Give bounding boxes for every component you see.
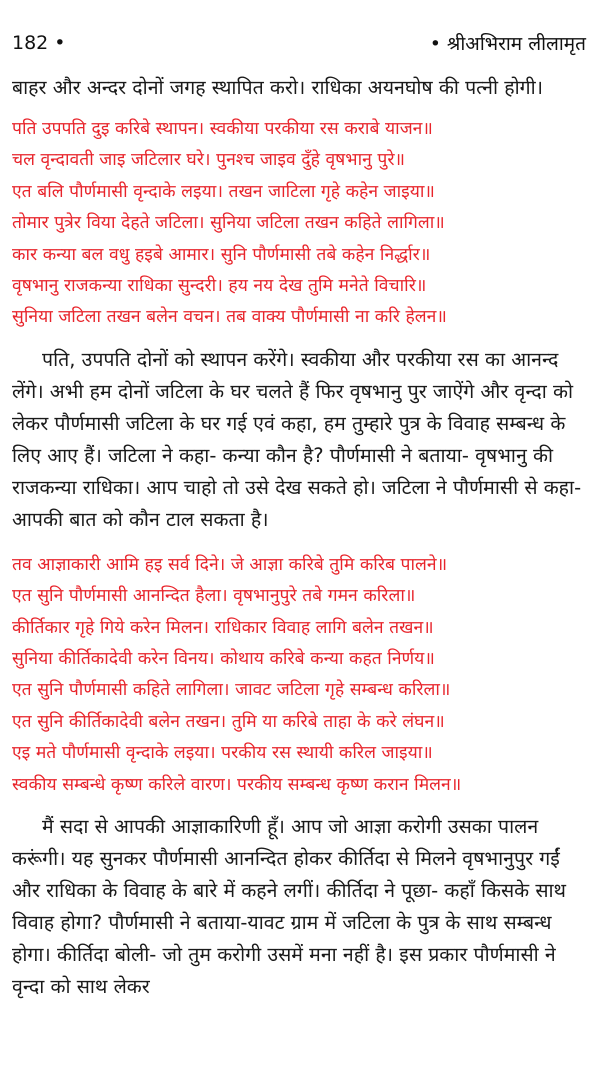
verse-line: वृषभानु राजकन्या राधिका सुन्दरी। हय नय देख तुमि मनेते विचारि॥ [12, 276, 427, 297]
page-number: 182 • [12, 32, 66, 54]
verse-line: सुनिया कीर्तिकादेवी करेन विनय। कोथाय करिबे कन्या कहत निर्णय॥ [12, 649, 435, 670]
verse-line: स्वकीय सम्बन्धे कृष्ण करिले वारण। परकीय सम्बन्ध कृष्ण करान मिलन॥ [12, 774, 462, 795]
verse-block-1 [12, 114, 586, 334]
verse-line: चल वृन्दावती जाइ जटिलार घरे। पुनश्च जाइव दुँहे वृषभानु पुरे॥ [12, 150, 405, 171]
verse-line: एत सुनि कीर्तिकादेवी बलेन तखन। तुमि या करिबे ताहा के करे लंघन॥ [12, 711, 445, 732]
verse-line: एइ मते पौर्णमासी वृन्दाके लइया। परकीय रस स्थायी करिल जाइया॥ [12, 743, 433, 764]
verse-line: तोमार पुत्रेर विया देहते जटिला। सुनिया जटिला तखन कहिते लागिला॥ [12, 213, 445, 234]
paragraph-3: मैं सदा से आपकी आज्ञाकारिणी हूँ। आप जो आज्ञा करोगी उसका पालन करूंगी। यह सुनकर पौर्णमासी आनन्दित होकर कीर्तिदा से मिलने वृषभानुपुर गईं और राधिका के विवाह के बारे में कहने लगीं। कीर्तिदा ने पूछा- कहाँ किसके साथ विवाह होगा? पौर्णमासी ने बताया-यावट ग्राम में जटिला के पुत्र के साथ सम्बन्ध होगा। कीर्तिदा बोली- जो तुम करोगी उसमें मना नहीं है। इस प्रकार पौर्णमासी ने वृन्दा को साथ लेकर [12, 815, 567, 999]
running-title: • श्रीअभिराम लीलामृत [429, 33, 586, 55]
verse-line: कीर्तिकार गृहे गिये करेन मिलन। राधिकार विवाह लागि बलेन तखन॥ [12, 617, 434, 638]
verse-line: कार कन्या बल वधु हइबे आमार। सुनि पौर्णमासी तबे कहेन निर्द्धार॥ [12, 244, 431, 265]
verse-block-2 [12, 550, 586, 801]
page-header [12, 0, 586, 72]
verse-line: एत सुनि पौर्णमासी आनन्दित हैला। वृषभानुपुरे तबे गमन करिला॥ [12, 586, 416, 607]
verse-line: तव आज्ञाकारी आमि हइ सर्व दिने। जे आज्ञा करिबे तुमि करिब पालने॥ [12, 554, 448, 575]
verse-line: सुनिया जटिला तखन बलेन वचन। तब वाक्य पौर्णमासी ना करि हेलन॥ [12, 307, 447, 328]
paragraph-2: पति, उपपति दोनों को स्थापन करेंगे। स्वकीया और परकीया रस का आनन्द लेंगे। अभी हम दोनों जटिला के घर चलते हैं फिर वृषभानु पुर जाऐंगे और वृन्दा को लेकर पौर्णमासी जटिला के घर गई एवं कहा, हम तुम्हारे पुत्र के विवाह सम्बन्ध के लिए आए हैं। जटिला ने कहा- कन्या कौन है? पौर्णमासी ने बताया- वृषभानु की राजकन्या राधिका। आप चाहो तो उसे देख सकते हो। जटिला ने पौर्णमासी से कहा- आपकी बात को कौन टाल सकता है। [12, 347, 582, 531]
verse-line: एत बलि पौर्णमासी वृन्दाके लइया। तखन जाटिला गृहे कहेन जाइया॥ [12, 181, 435, 202]
paragraph-1: बाहर और अन्दर दोनों जगह स्थापित करो। राधिका अयनघोष की पत्नी होगी। [12, 76, 544, 99]
verse-line: पति उपपति दुइ करिबे स्थापन। स्वकीया परकीया रस कराबे याजन॥ [12, 119, 433, 139]
verse-line: एत सुनि पौर्णमासी कहिते लागिला। जावट जटिला गृहे सम्बन्ध करिला॥ [12, 680, 451, 701]
